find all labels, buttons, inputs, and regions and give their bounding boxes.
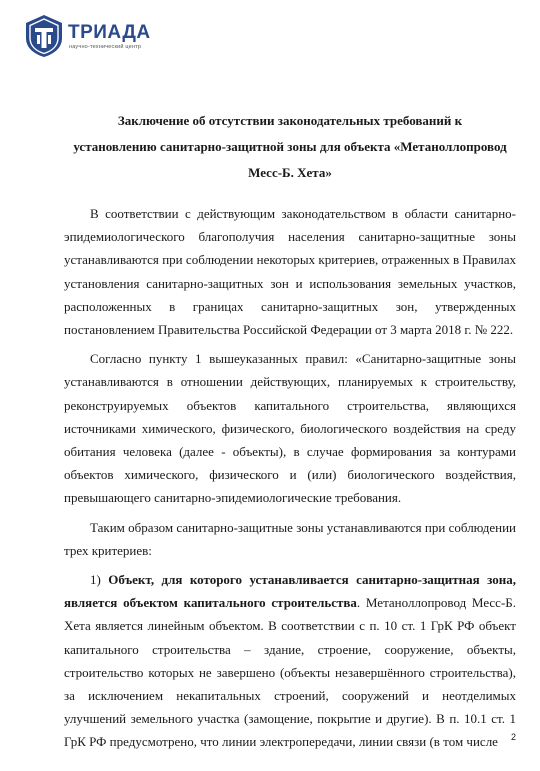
title-line: Месс-Б. Хета» [248,165,332,180]
paragraph: Согласно пункту 1 вышеуказанных правил: «Санитарно-защитные зоны устанавливаются в отношении действующих, планируемых к строительству, реконструируемых объектов капитального строительства, являющихся источниками химического, физического, биологического воздействия на среду обитания человека (далее - объекты), в случае формирования за контурами объектов химического, физического и (или) биологического воздействия, превышающего санитарно-эпидемиологические требования. [64,351,516,506]
list-item [64,568,516,754]
list-item-text: . Метаноллопровод Месс-Б. Хета является линейным объектом. В соответствии с п. 10 ст. 1 ГрК РФ объект капитального строительства – здание, строение, сооружение, объекты, строительство которых не завершено (объекты незавершённого строительства), за исключением некапитальных строений, сооружений и неотделимых улучшений земельного участка (замощение, покрытие и другие). В п. 10.1 ст. 1 ГрК РФ предусмотрено, что линии электропередачи, линии связи (в том числе [64,595,516,750]
triada-shield-icon [24,14,64,58]
paragraph: Таким образом санитарно-защитные зоны устанавливаются при соблюдении трех критериев: [64,519,516,558]
title-line: Заключение об отсутствии законодательных требований к [117,113,463,128]
document-body [64,202,516,760]
document-title [64,108,516,186]
page-number: 2 [510,732,516,742]
list-item-bold-text: Объект, для которого устанавливается санитарно-защитная зона, является объектом капитального строительства [64,572,516,611]
company-name: ТРИАДА [68,21,151,43]
paragraph: В соответствии с действующим законодательством в области санитарно-эпидемиологического благополучия населения санитарно-защитные зоны устанавливаются при соблюдении некоторых критериев, отраженных в Правилах установления санитарно-защитных зон и использования земельных участков, расположенных в границах санитарно-защитных зон, утвержденных постановлением Правительства Российской Федерации от 3 марта 2018 г. № 222. [64,206,516,338]
title-line: установлению санитарно-защитной зоны для объекта «Метаноллопровод [73,139,507,154]
list-number: 1) [90,572,101,588]
company-subtitle: научно-технический центр [69,43,142,50]
company-logo [24,14,151,58]
